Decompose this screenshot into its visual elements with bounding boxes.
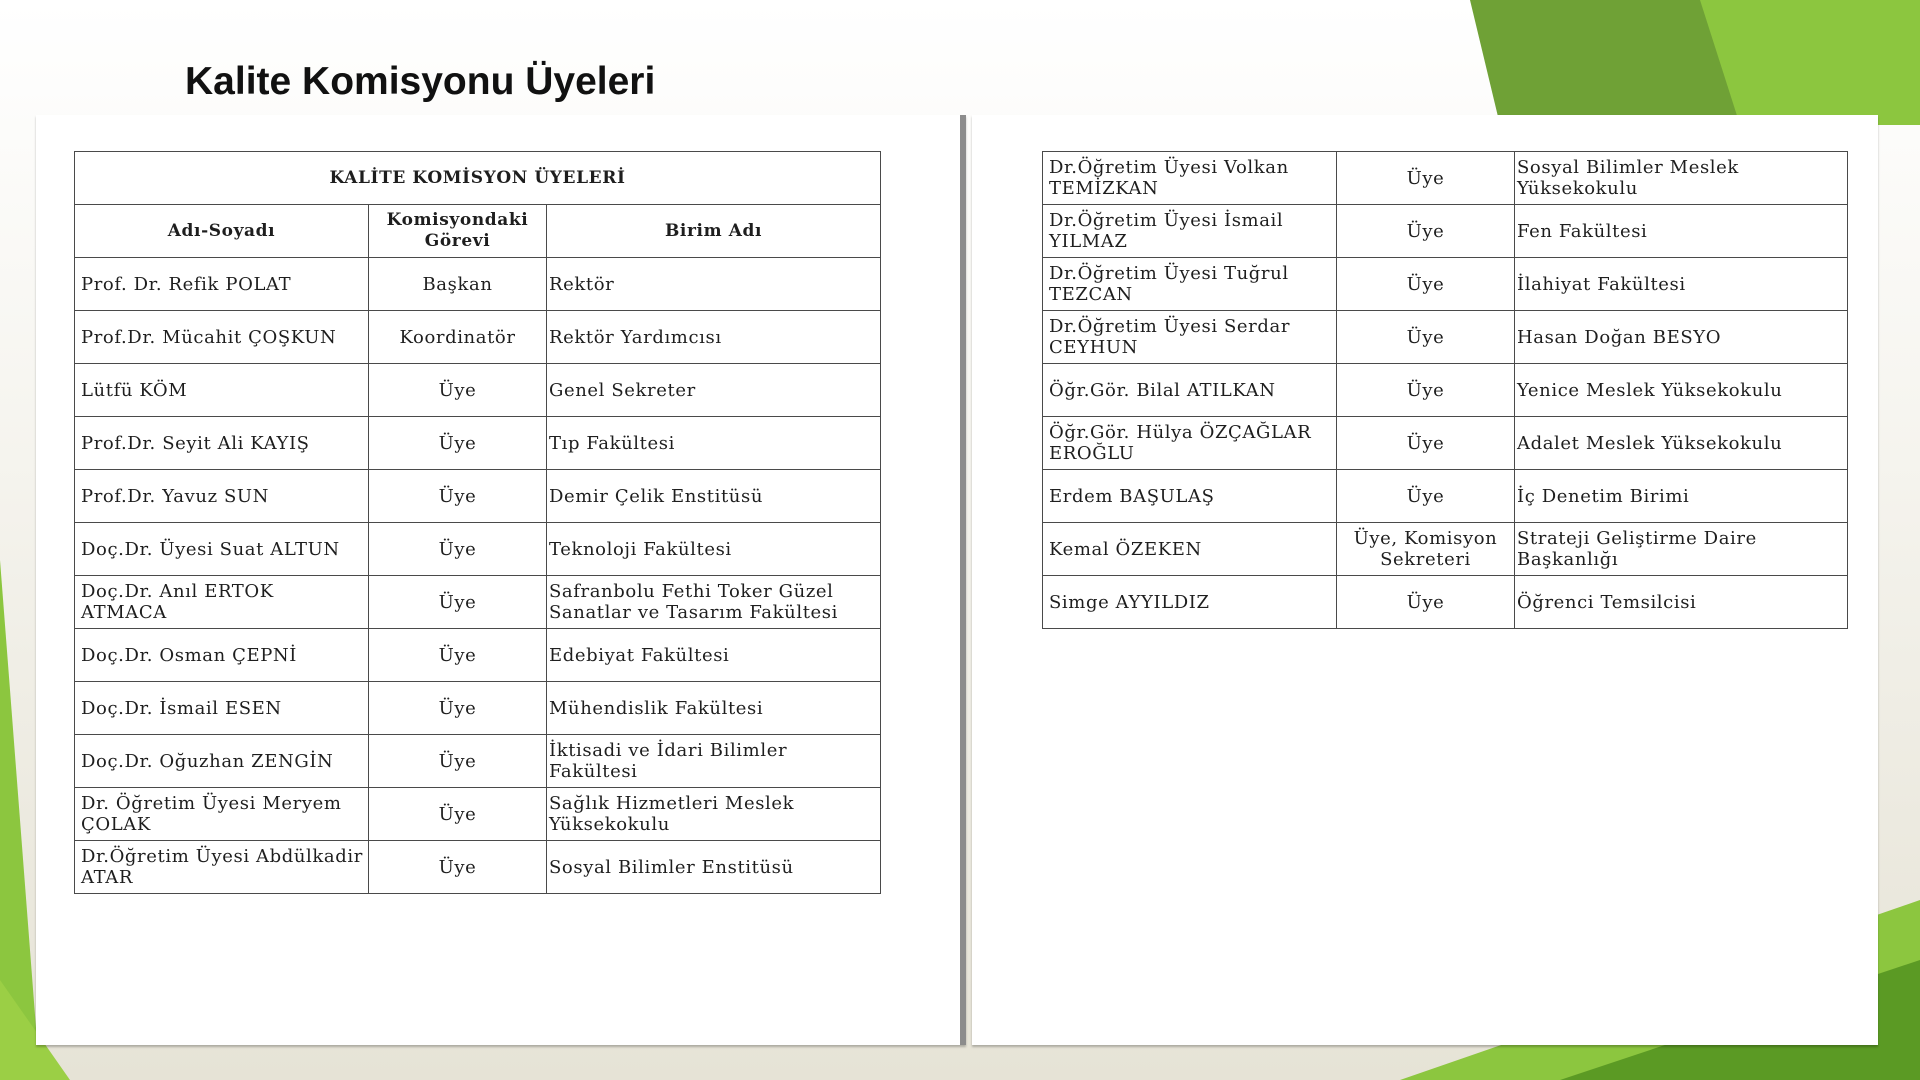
member-unit: Rektör Yardımcısı	[547, 311, 881, 364]
table-row	[75, 470, 881, 523]
table-row	[75, 788, 881, 841]
member-name: Dr.Öğretim Üyesi Serdar CEYHUN	[1043, 311, 1337, 364]
member-unit: İç Denetim Birimi	[1515, 470, 1848, 523]
member-name: Öğr.Gör. Hülya ÖZÇAĞLAR EROĞLU	[1043, 417, 1337, 470]
table-row	[1043, 523, 1848, 576]
member-name: Doç.Dr. Oğuzhan ZENGİN	[75, 735, 369, 788]
member-role: Üye	[369, 788, 547, 841]
member-name: Erdem BAŞULAŞ	[1043, 470, 1337, 523]
table-row	[75, 576, 881, 629]
right-document-panel	[972, 115, 1878, 1045]
member-unit: Strateji Geliştirme Daire Başkanlığı	[1515, 523, 1848, 576]
member-role: Üye	[1337, 417, 1515, 470]
member-unit: Fen Fakültesi	[1515, 205, 1848, 258]
member-role: Üye	[1337, 258, 1515, 311]
member-name: Prof.Dr. Mücahit ÇOŞKUN	[75, 311, 369, 364]
member-unit: Safranbolu Fethi Toker Güzel Sanatlar ve Tasarım Fakültesi	[547, 576, 881, 629]
table-row	[75, 311, 881, 364]
member-name: Doç.Dr. Üyesi Suat ALTUN	[75, 523, 369, 576]
table-row	[1043, 470, 1848, 523]
table-row	[75, 258, 881, 311]
table-row	[1043, 364, 1848, 417]
table-row	[75, 523, 881, 576]
member-unit: Sosyal Bilimler Enstitüsü	[547, 841, 881, 894]
member-name: Doç.Dr. Anıl ERTOK ATMACA	[75, 576, 369, 629]
table-caption-row	[75, 152, 881, 205]
member-name: Lütfü KÖM	[75, 364, 369, 417]
member-role: Üye	[369, 364, 547, 417]
member-role: Koordinatör	[369, 311, 547, 364]
member-name: Öğr.Gör. Bilal ATILKAN	[1043, 364, 1337, 417]
member-name: Dr. Öğretim Üyesi Meryem ÇOLAK	[75, 788, 369, 841]
member-role: Üye	[1337, 364, 1515, 417]
member-name: Simge AYYILDIZ	[1043, 576, 1337, 629]
member-unit: Teknoloji Fakültesi	[547, 523, 881, 576]
member-unit: Hasan Doğan BESYO	[1515, 311, 1848, 364]
table-row	[1043, 417, 1848, 470]
member-role: Üye	[369, 841, 547, 894]
member-unit: Rektör	[547, 258, 881, 311]
slide-title: Kalite Komisyonu Üyeleri	[185, 60, 656, 103]
member-name: Prof.Dr. Seyit Ali KAYIŞ	[75, 417, 369, 470]
header-role: Komisyondaki Görevi	[369, 205, 547, 258]
member-name: Prof.Dr. Yavuz SUN	[75, 470, 369, 523]
member-unit: İlahiyat Fakültesi	[1515, 258, 1848, 311]
member-unit: İktisadi ve İdari Bilimler Fakültesi	[547, 735, 881, 788]
member-unit: Sosyal Bilimler Meslek Yüksekokulu	[1515, 152, 1848, 205]
member-role: Üye	[1337, 311, 1515, 364]
member-role: Üye	[1337, 152, 1515, 205]
member-role: Üye	[1337, 205, 1515, 258]
table-header-row	[75, 205, 881, 258]
member-role: Üye	[369, 417, 547, 470]
member-unit: Demir Çelik Enstitüsü	[547, 470, 881, 523]
member-unit: Öğrenci Temsilcisi	[1515, 576, 1848, 629]
member-role: Üye, Komisyon Sekreteri	[1337, 523, 1515, 576]
member-role: Üye	[1337, 470, 1515, 523]
member-role: Üye	[369, 682, 547, 735]
member-name: Prof. Dr. Refik POLAT	[75, 258, 369, 311]
table-row	[75, 735, 881, 788]
member-name: Dr.Öğretim Üyesi Abdülkadir ATAR	[75, 841, 369, 894]
table-row	[75, 682, 881, 735]
table-row	[75, 417, 881, 470]
member-unit: Tıp Fakültesi	[547, 417, 881, 470]
member-name: Dr.Öğretim Üyesi Tuğrul TEZCAN	[1043, 258, 1337, 311]
committee-table-left	[74, 151, 881, 894]
member-name: Dr.Öğretim Üyesi Volkan TEMİZKAN	[1043, 152, 1337, 205]
table-caption: KALİTE KOMİSYON ÜYELERİ	[75, 152, 881, 205]
table-row	[1043, 576, 1848, 629]
header-unit: Birim Adı	[547, 205, 881, 258]
member-name: Kemal ÖZEKEN	[1043, 523, 1337, 576]
table-row	[75, 629, 881, 682]
member-unit: Edebiyat Fakültesi	[547, 629, 881, 682]
committee-table-right	[1042, 151, 1848, 629]
member-role: Üye	[369, 629, 547, 682]
member-role: Üye	[369, 523, 547, 576]
table-row	[1043, 258, 1848, 311]
member-name: Doç.Dr. İsmail ESEN	[75, 682, 369, 735]
member-unit: Mühendislik Fakültesi	[547, 682, 881, 735]
table-row	[1043, 205, 1848, 258]
member-role: Üye	[369, 576, 547, 629]
table-row	[75, 841, 881, 894]
member-role: Üye	[369, 470, 547, 523]
header-name: Adı-Soyadı	[75, 205, 369, 258]
member-name: Doç.Dr. Osman ÇEPNİ	[75, 629, 369, 682]
table-row	[1043, 152, 1848, 205]
member-name: Dr.Öğretim Üyesi İsmail YILMAZ	[1043, 205, 1337, 258]
member-unit: Genel Sekreter	[547, 364, 881, 417]
member-role: Üye	[1337, 576, 1515, 629]
member-unit: Adalet Meslek Yüksekokulu	[1515, 417, 1848, 470]
member-unit: Yenice Meslek Yüksekokulu	[1515, 364, 1848, 417]
member-role: Başkan	[369, 258, 547, 311]
member-role: Üye	[369, 735, 547, 788]
member-unit: Sağlık Hizmetleri Meslek Yüksekokulu	[547, 788, 881, 841]
table-row	[75, 364, 881, 417]
left-document-panel	[36, 115, 966, 1045]
table-row	[1043, 311, 1848, 364]
